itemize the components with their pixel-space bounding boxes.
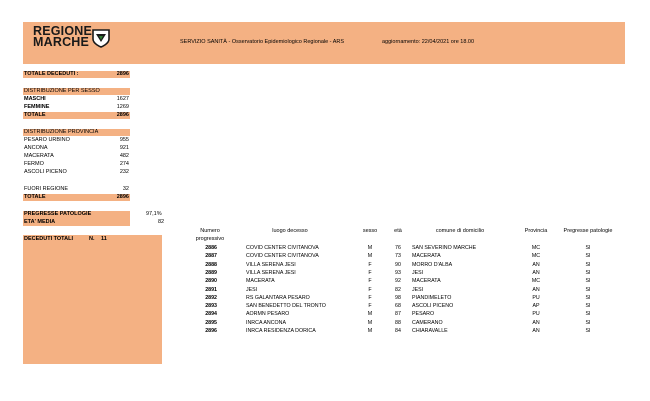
cell-comune: MACERATA	[412, 253, 441, 260]
cell-eta: 73	[395, 253, 401, 260]
cell-luogo: SAN BENEDETTO DEL TRONTO	[246, 303, 326, 310]
cell-sesso: M	[367, 328, 373, 334]
cell-sesso: F	[368, 294, 372, 301]
average-age-value: 82	[158, 219, 165, 225]
region-logo-text: REGIONE MARCHE	[33, 24, 93, 49]
province-row-outside: FUORI REGIONE 32	[24, 186, 129, 192]
cell-provincia: AN	[532, 269, 540, 276]
cell-comune: PESARO	[412, 311, 435, 318]
province-row: MACERATA 482	[24, 153, 129, 159]
cell-provincia: MC	[531, 245, 541, 251]
cell-patologie: SI	[585, 286, 591, 293]
cell-eta: 93	[395, 269, 401, 276]
cell-patologie: SI	[585, 245, 591, 251]
cell-eta: 88	[395, 319, 401, 326]
province-row: ASCOLI PICENO 232	[24, 169, 129, 175]
col-header-progressivo: progressivo	[195, 236, 225, 242]
daily-n-value: 11	[101, 236, 107, 242]
cell-numero: 2895	[205, 319, 217, 326]
sex-row-male: MASCHI 1627	[24, 96, 129, 102]
cell-luogo: INRCA RESIDENZA DORICA	[246, 328, 316, 334]
cell-numero: 2886	[205, 245, 217, 251]
cell-sesso: F	[368, 286, 372, 293]
cell-luogo: VILLA SERENA JESI	[246, 261, 296, 268]
sex-row-total: TOTALE 2896	[24, 112, 129, 118]
cell-patologie: SI	[585, 303, 591, 310]
cell-patologie: SI	[585, 311, 591, 318]
cell-sesso: F	[368, 278, 372, 285]
col-header-luogo: luogo decesso	[272, 228, 308, 234]
sex-distribution-title: DISTRIBUZIONE PER SESSO	[23, 88, 130, 95]
cell-numero: 2890	[205, 278, 217, 285]
report-header	[23, 22, 625, 64]
daily-deceased-label: DECEDUTI TOTALI	[24, 236, 73, 242]
cell-luogo: INRCA ANCONA	[246, 319, 287, 326]
cell-patologie: SI	[585, 319, 591, 326]
cell-numero: 2896	[205, 328, 217, 334]
cell-provincia: PU	[532, 311, 540, 318]
cell-luogo: RS GALANTARA PESARO	[246, 294, 310, 301]
cell-eta: 92	[395, 278, 401, 285]
cell-patologie: SI	[585, 253, 591, 260]
cell-provincia: MC	[531, 253, 541, 260]
cell-numero: 2889	[205, 269, 217, 276]
cell-comune: MORRO D'ALBA	[412, 261, 453, 268]
cell-numero: 2893	[205, 303, 217, 310]
cell-eta: 82	[395, 286, 401, 293]
cell-sesso: M	[367, 253, 373, 260]
col-header-comune: comune di domicilio	[435, 228, 485, 234]
daily-n-label: N.	[89, 236, 95, 242]
cell-luogo: COVID CENTER CIVITANOVA	[246, 253, 319, 260]
cell-comune: CHIARAVALLE	[412, 328, 448, 334]
cell-luogo: JESI	[246, 286, 258, 293]
cell-comune: CAMERANO	[412, 319, 443, 326]
cell-provincia: PU	[532, 294, 540, 301]
province-row: PESARO URBINO 955	[24, 137, 129, 143]
cell-numero: 2892	[205, 294, 217, 301]
cell-luogo: VILLA SERENA JESI	[246, 269, 296, 276]
province-row-total: TOTALE 2896	[24, 194, 129, 200]
pathologies-label: PREGRESSE PATOLOGIE	[24, 211, 92, 217]
cell-comune: PIANDIMELETO	[412, 294, 452, 301]
cell-sesso: F	[368, 261, 372, 268]
cell-numero: 2887	[205, 253, 217, 260]
header-title: SERVIZIO SANITÀ - Osservatorio Epidemiologico Regionale - ARS	[180, 39, 345, 45]
province-distribution-title: DISTRIBUZIONE PROVINCIA	[23, 129, 130, 136]
cell-provincia: AN	[532, 319, 540, 326]
cell-eta: 76	[395, 245, 401, 251]
province-row: ANCONA 921	[24, 145, 129, 151]
cell-sesso: F	[368, 303, 372, 310]
cell-provincia: MC	[531, 278, 541, 285]
cell-provincia: AN	[532, 261, 540, 268]
cell-patologie: SI	[585, 294, 591, 301]
cell-provincia: AP	[532, 303, 540, 310]
pathologies-value: 97,1%	[146, 211, 162, 217]
col-header-eta: età	[394, 228, 402, 234]
cell-numero: 2894	[205, 311, 217, 318]
cell-luogo: AORMN PESARO	[246, 311, 290, 318]
region-logo-icon	[91, 28, 111, 48]
cell-eta: 87	[395, 311, 401, 318]
update-timestamp: aggiornamento: 22/04/2021 ore 18.00	[382, 39, 475, 45]
daily-deceased-block	[23, 235, 162, 364]
cell-comune: SAN SEVERINO MARCHE	[412, 245, 477, 251]
cell-sesso: M	[367, 245, 373, 251]
cell-luogo: COVID CENTER CIVITANOVA	[246, 245, 319, 251]
cell-eta: 84	[395, 328, 401, 334]
cell-sesso: M	[367, 319, 373, 326]
cell-patologie: SI	[585, 328, 591, 334]
cell-patologie: SI	[585, 278, 591, 285]
cell-eta: 68	[395, 303, 401, 310]
cell-provincia: AN	[532, 328, 540, 334]
cell-provincia: AN	[532, 286, 540, 293]
col-header-provincia: Provincia	[524, 228, 548, 234]
cell-patologie: SI	[585, 261, 591, 268]
cell-patologie: SI	[585, 269, 591, 276]
cell-numero: 2888	[205, 261, 217, 268]
cell-numero: 2891	[205, 286, 217, 293]
cell-eta: 90	[395, 261, 401, 268]
col-header-numero: Numero	[200, 228, 220, 234]
col-header-patologie: Pregresse patologie	[563, 228, 613, 234]
cell-sesso: M	[367, 311, 373, 318]
col-header-sesso: sesso	[362, 228, 378, 234]
province-row: FERMO 274	[24, 161, 129, 167]
cell-luogo: MACERATA	[246, 278, 275, 285]
cell-comune: JESI	[412, 269, 424, 276]
average-age-label: ETA' MEDIA	[24, 219, 56, 225]
sex-row-female: FEMMINE 1269	[24, 104, 129, 110]
cell-comune: MACERATA	[412, 278, 441, 285]
cell-eta: 98	[395, 294, 401, 301]
cell-sesso: F	[368, 269, 372, 276]
cell-comune: JESI	[412, 286, 424, 293]
cell-comune: ASCOLI PICENO	[412, 303, 454, 310]
total-deceased-row: TOTALE DECEDUTI : 2896	[24, 71, 129, 77]
